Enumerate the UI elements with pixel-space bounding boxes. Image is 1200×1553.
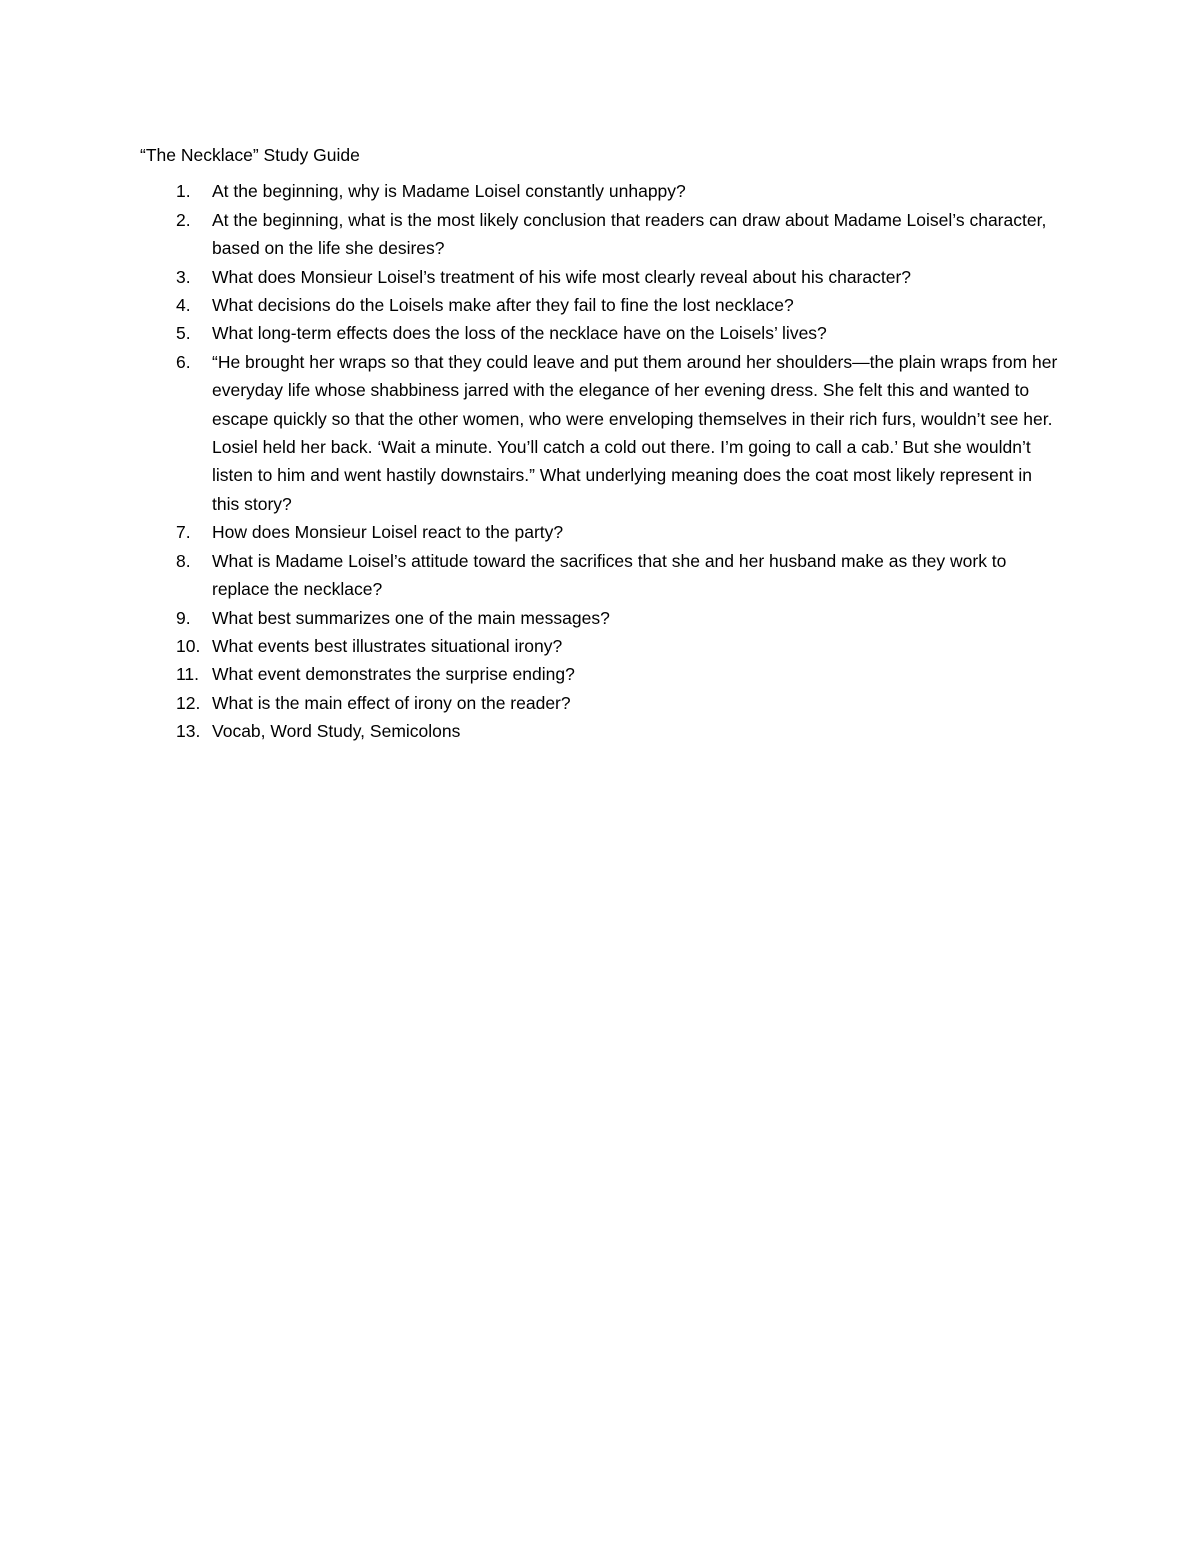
question-number: 4. bbox=[176, 295, 191, 316]
list-item bbox=[140, 632, 1060, 660]
question-number: 5. bbox=[176, 323, 191, 344]
list-item bbox=[140, 263, 1060, 291]
list-item bbox=[140, 717, 1060, 745]
question-text: What is Madame Loisel’s attitude toward the sacrifices that she and her husband make as they work to replace the necklace? bbox=[212, 550, 1007, 600]
question-number: 11. bbox=[176, 664, 200, 685]
question-text: At the beginning, why is Madame Loisel constantly unhappy? bbox=[212, 181, 686, 202]
question-text: What decisions do the Loisels make after they fail to fine the lost necklace? bbox=[212, 295, 794, 316]
list-item bbox=[140, 689, 1060, 717]
question-number: 12. bbox=[176, 692, 201, 713]
question-number: 1. bbox=[176, 181, 191, 202]
question-text: What best summarizes one of the main messages? bbox=[212, 607, 610, 628]
question-list bbox=[140, 177, 1060, 745]
question-text: How does Monsieur Loisel react to the party? bbox=[212, 522, 564, 543]
list-item bbox=[140, 177, 1060, 205]
question-text: What does Monsieur Loisel’s treatment of his wife most clearly reveal about his character? bbox=[212, 266, 912, 287]
question-text: “He brought her wraps so that they could leave and put them around her shoulders—the plain wraps from her everyday life whose shabbiness jarred with the elegance of her evening dress. She felt this and wanted to escape quickly so that the other women, who were enveloping themselves in their rich furs, wouldn’t see her. Losiel held her back. ‘Wait a minute. You’ll catch a cold out there. I’m going to call a cab.’ But she wouldn’t listen to him and went hastily downstairs.” What underlying meaning does the coat most likely represent in this story? bbox=[212, 351, 1058, 514]
question-number: 2. bbox=[176, 209, 191, 230]
list-item bbox=[140, 348, 1060, 518]
list-item bbox=[140, 547, 1060, 604]
question-number: 3. bbox=[176, 266, 191, 287]
question-number: 8. bbox=[176, 550, 191, 571]
question-number: 13. bbox=[176, 721, 201, 742]
question-text: What long-term effects does the loss of the necklace have on the Loisels’ lives? bbox=[212, 323, 827, 344]
list-item bbox=[140, 319, 1060, 347]
question-number: 7. bbox=[176, 522, 191, 543]
list-item bbox=[140, 518, 1060, 546]
question-text: What events best illustrates situational irony? bbox=[212, 635, 563, 656]
question-text: What is the main effect of irony on the reader? bbox=[212, 692, 571, 713]
list-item bbox=[140, 206, 1060, 263]
question-text: At the beginning, what is the most likely conclusion that readers can draw about Madame Loisel’s character, based on the life she desires? bbox=[212, 209, 1047, 259]
list-item bbox=[140, 291, 1060, 319]
document-body bbox=[140, 141, 1060, 746]
page-title: “The Necklace” Study Guide bbox=[140, 145, 360, 165]
question-text: What event demonstrates the surprise ending? bbox=[212, 664, 575, 685]
question-number: 6. bbox=[176, 351, 191, 372]
question-number: 10. bbox=[176, 635, 201, 656]
list-item bbox=[140, 604, 1060, 632]
list-item bbox=[140, 660, 1060, 688]
question-number: 9. bbox=[176, 607, 191, 628]
question-text: Vocab, Word Study, Semicolons bbox=[212, 721, 461, 742]
